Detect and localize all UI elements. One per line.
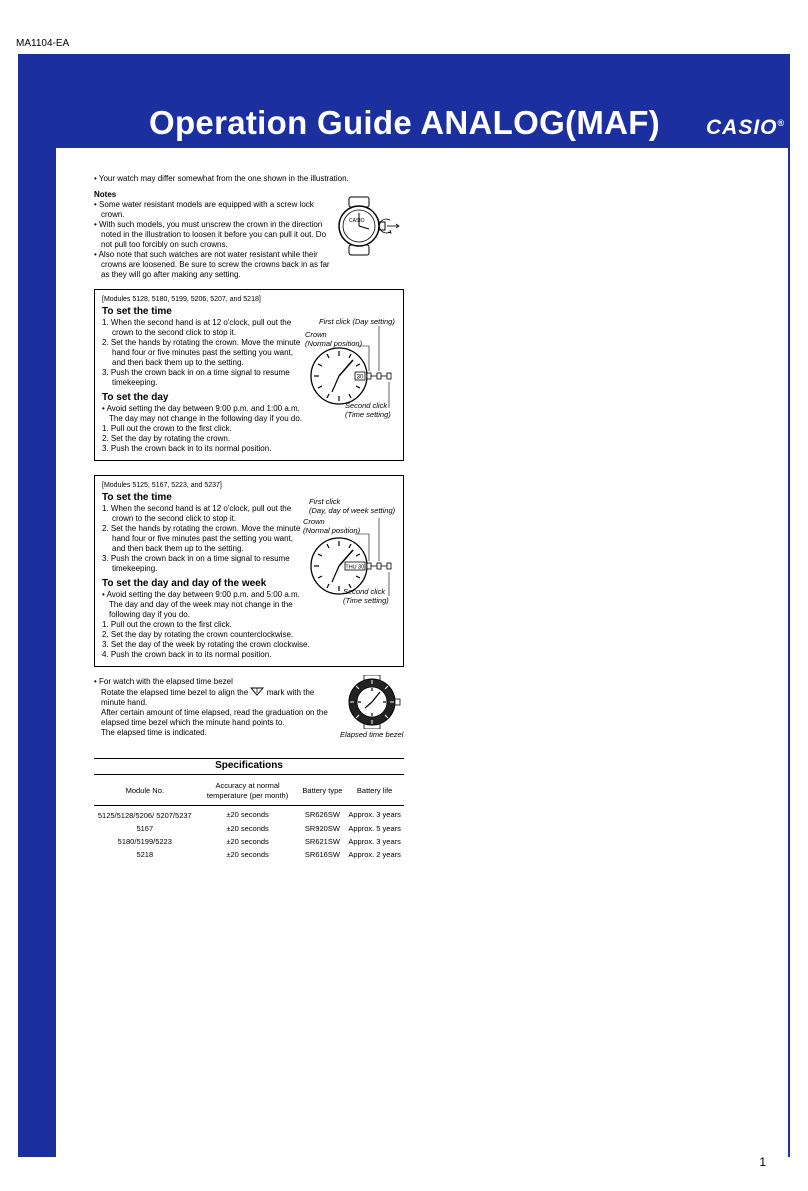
step: 3. Set the day of the week by rotating the crown clockwise. — [102, 640, 310, 649]
date-window-text: 30 — [357, 564, 365, 571]
column-header: Module No. — [94, 779, 196, 806]
elapsed-time-bezel-section — [94, 677, 404, 738]
section-modules-5125 — [94, 475, 404, 667]
bezel-bullet: • For watch with the elapsed time bezel — [94, 677, 330, 687]
time-setting-label: (Time setting) — [343, 596, 389, 605]
set-day-note: • Avoid setting the day between 9:00 p.m. and 1:00 a.m. The day may not change in the following day if you do. — [102, 404, 302, 424]
notes-heading: Notes — [94, 190, 117, 199]
step: 3. Push the crown back in on a time signal to resume timekeeping. — [102, 368, 290, 387]
note-item: • Some water resistant models are equipped with a screw lock crown. — [94, 200, 332, 220]
set-time-heading: To set the time — [102, 492, 172, 503]
intro-text: • Your watch may differ somewhat from the one shown in the illustration. — [94, 174, 349, 183]
step: 1. Pull out the crown to the first click. — [102, 424, 232, 433]
page-body — [56, 148, 788, 1191]
page-title: Operation Guide ANALOG(MAF) — [148, 104, 660, 141]
notes-list — [94, 200, 332, 280]
elapsed-bezel-watch-illustration — [342, 675, 402, 729]
step: 2. Set the hands by rotating the crown. Move the minute hand four or five minutes past the setting you want, and then back them up to the setting. — [102, 338, 301, 367]
day-week-setting-label: (Day, day of week setting) — [309, 506, 396, 515]
step: 1. Pull out the crown to the first click. — [102, 620, 232, 629]
page-number: 1 — [759, 1155, 766, 1169]
set-time-steps — [102, 504, 302, 574]
screw-lock-watch-illustration — [338, 196, 404, 256]
first-click-label: First click (Day setting) — [319, 317, 395, 326]
crown-label: Crown — [303, 517, 325, 526]
column-header: Battery life — [345, 779, 404, 806]
content-column — [94, 174, 404, 861]
notes-section — [94, 190, 404, 280]
table-row: 5125/5128/5206/ 5207/5237 ±20 seconds SR626SW Approx. 3 years — [97, 809, 401, 820]
column-header: Battery type — [300, 779, 346, 806]
step: 2. Set the day by rotating the crown. — [102, 434, 231, 443]
step: 2. Set the hands by rotating the crown. Move the minute hand four or five minutes past the setting you want, and then back them up to the setting. — [102, 524, 301, 553]
crown-position-label: (Normal position) — [303, 526, 361, 535]
step: 3. Push the crown back in to its normal position. — [102, 444, 272, 453]
first-click-label: First click — [309, 497, 341, 506]
crown-label: Crown — [305, 330, 327, 339]
elapsed-bezel-caption: Elapsed time bezel — [340, 730, 404, 739]
set-time-steps — [102, 318, 302, 388]
svg-text:CASIO: CASIO — [349, 218, 365, 224]
step: 1. When the second hand is at 12 o'clock, pull out the crown to the second click to stop it. — [102, 318, 292, 337]
bezel-mark-icon — [250, 687, 264, 696]
page-frame — [18, 54, 790, 1169]
set-day-steps — [102, 424, 302, 454]
table-row: 5180/5199/5223 ±20 seconds SR621SW Approx. 3 years — [117, 837, 401, 846]
table-row: 5167 ±20 seconds SR920SW Approx. 5 years — [136, 824, 401, 833]
crown-position-label: (Normal position) — [305, 339, 363, 348]
second-click-label: Second click — [343, 587, 386, 596]
note-item: • Also note that such watches are not water resistant while their crowns are loosened. Be sure to screw the crowns back in as far as they will go after making any setting. — [94, 250, 332, 280]
specifications-table — [94, 779, 404, 861]
time-setting-label: (Time setting) — [345, 410, 391, 419]
specifications-title: Specifications — [94, 758, 404, 775]
note-item: • With such models, you must unscrew the crown in the direction noted in the illustration to loosen it before you can pull it out. Do not pull too forcibly on such crowns. — [94, 220, 332, 250]
module-list: [Modules 5128, 5180, 5199, 5206, 5207, and 5218] — [102, 296, 261, 303]
set-day-week-steps — [102, 620, 397, 660]
table-header-row — [94, 779, 404, 806]
module-list: [Modules 5125, 5167, 5223, and 5237] — [102, 482, 222, 489]
set-day-week-heading: To set the day and day of the week — [102, 578, 267, 589]
step: 4. Push the crown back in to its normal position. — [102, 650, 272, 659]
watch-day-illustration — [307, 326, 403, 412]
table-row: 5218 ±20 seconds SR616SW Approx. 2 years — [136, 850, 401, 859]
column-header: Accuracy at normal temperature (per month) — [196, 779, 300, 806]
section-modules-5128 — [94, 289, 404, 461]
day-window-text: THU — [345, 564, 357, 571]
step: 2. Set the day by rotating the crown counterclockwise. — [102, 630, 294, 639]
document-code: MA1104-EA — [16, 38, 70, 49]
date-window-text: 30 — [356, 374, 364, 381]
set-day-week-note: • Avoid setting the day between 9:00 p.m. and 5:00 a.m. The day and day of the week may not change in the following day if you do. — [102, 590, 312, 620]
bezel-instructions: Rotate the elapsed time bezel to align the mark with the minute hand. After certain amount of time elapsed, read the graduation on the elapsed time bezel which the minute hand points to. The elapsed time is indicated. — [101, 688, 328, 737]
step: 3. Push the crown back in on a time signal to resume timekeeping. — [102, 554, 290, 573]
set-time-heading: To set the time — [102, 306, 172, 317]
second-click-label: Second click — [345, 401, 388, 410]
casio-logo: CASIO® — [706, 116, 786, 139]
step: 1. When the second hand is at 12 o'clock, pull out the crown to the second click to stop it. — [102, 504, 292, 523]
set-day-heading: To set the day — [102, 392, 169, 403]
